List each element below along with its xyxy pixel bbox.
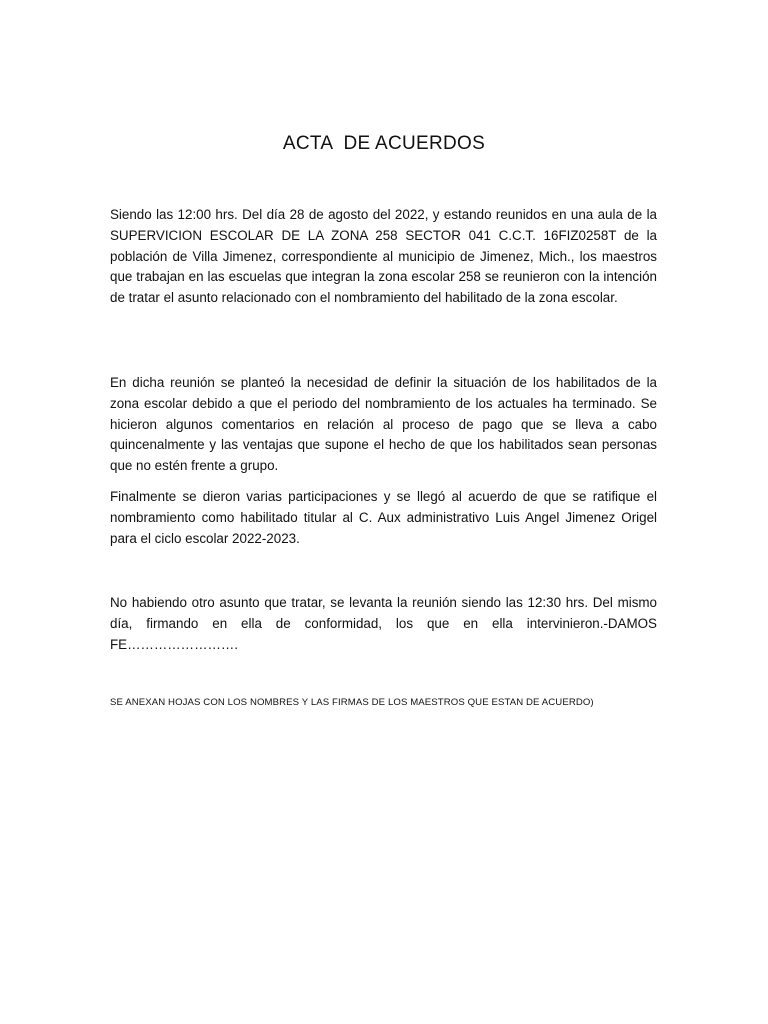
paragraph-discussion: En dicha reunión se planteó la necesidad de definir la situación de los habilitados de la zona escolar debido a que el periodo del nombramiento de los actuales ha terminado. Se hicieron algunos comentarios en relación al proceso de pago que se lleva a cabo quincenalmente y las ventajas que supone el hecho de que los habilitados sean personas que no estén frente a grupo. — [110, 375, 657, 474]
document-title: ACTA DE ACUERDOS — [282, 133, 486, 154]
annex-note: SE ANEXAN HOJAS CON LOS NOMBRES Y LAS FIRMAS DE LOS MAESTROS QUE ESTAN DE ACUERDO) — [110, 697, 594, 708]
paragraph-opening: Siendo las 12:00 hrs. Del día 28 de agosto del 2022, y estando reunidos en una aula de la SUPERVICION ESCOLAR DE LA ZONA 258 SECTOR 041 C.C.T. 16FIZ0258T de la población de Villa Jimenez, correspondiente al municipio de Jimenez, Mich., los maestros que trabajan en las escuelas que integran la zona escolar 258 se reunieron con la intención de tratar el asunto relacionado con el nombramiento del habilitado de la zona escolar. — [110, 207, 657, 306]
paragraph-agreement: Finalmente se dieron varias participaciones y se llegó al acuerdo de que se ratifique el nombramiento como habilitado titular al C. Aux administrativo Luis Angel Jimenez Origel para el ciclo escolar 2022-2023. — [110, 489, 657, 546]
paragraph-closing: No habiendo otro asunto que tratar, se levanta la reunión siendo las 12:30 hrs. Del mismo día, firmando en ella de conformidad, los que en ella intervinieron.-DAMOS FE……………………. — [110, 595, 657, 652]
